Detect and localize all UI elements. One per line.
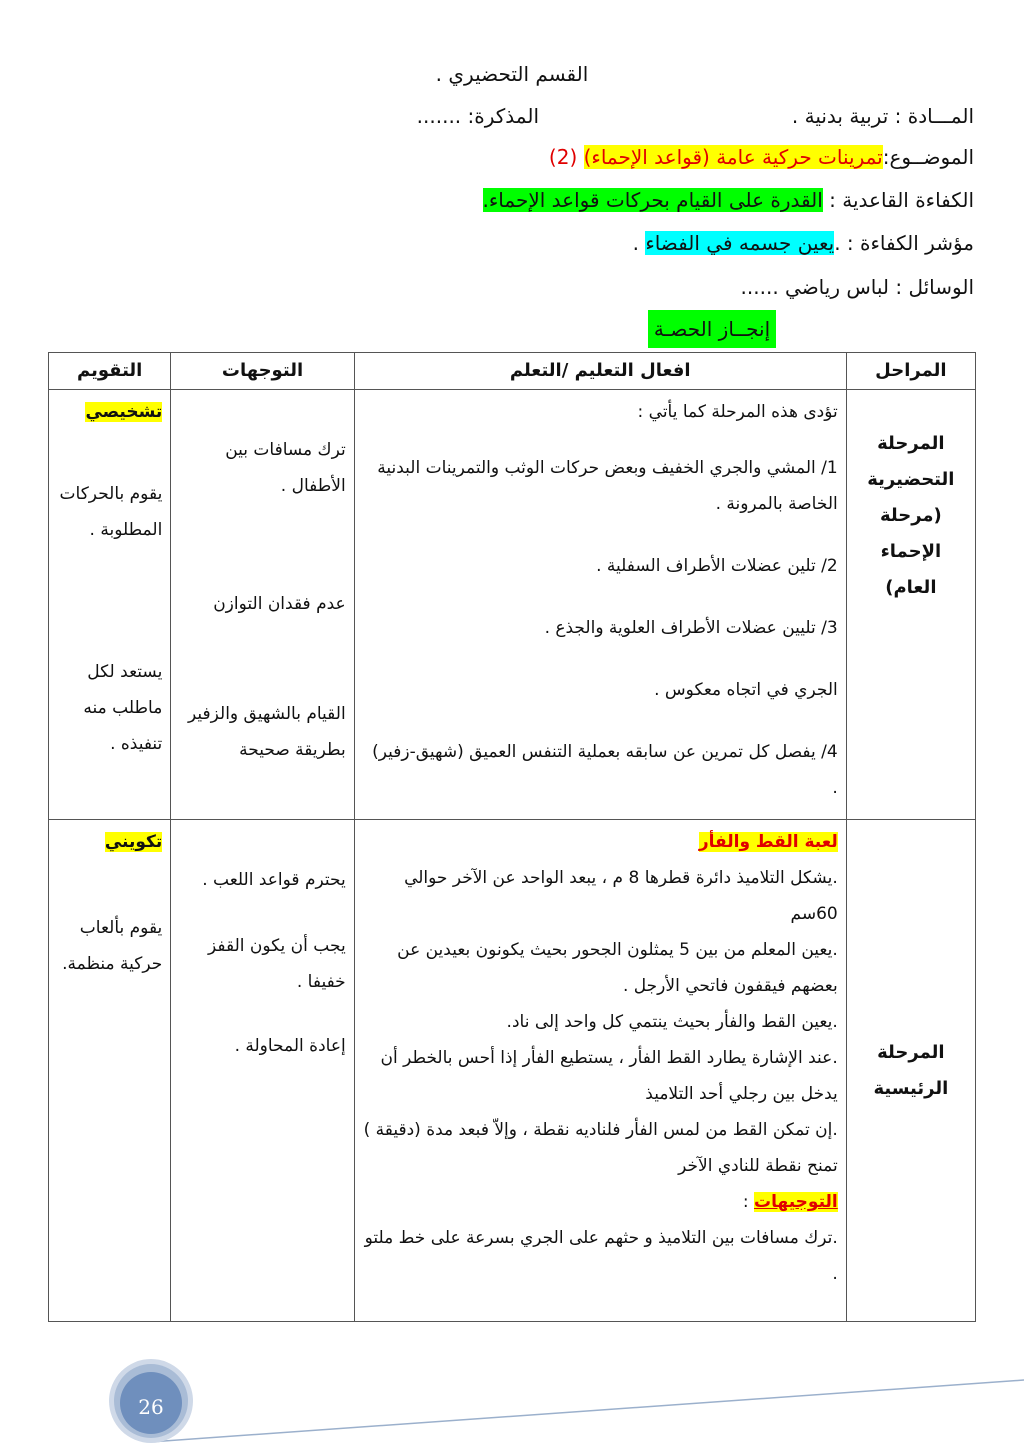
phase-cell	[846, 390, 975, 820]
header-directions: التوجهات	[171, 353, 354, 390]
evaluation-cell	[49, 820, 171, 1322]
page-number: 26	[138, 1395, 164, 1419]
phase-line: (مرحلة	[879, 505, 942, 526]
activity-item: .ترك مسافات بين التلاميذ و حثهم على الجري بسرعة على خط ملتو .	[364, 1228, 838, 1284]
phase-line: المرحلة	[877, 1041, 945, 1063]
directions-title: التوجيهات	[754, 1192, 838, 1212]
phase-cell	[846, 820, 975, 1322]
phase-line: الرئيسية	[873, 1077, 949, 1099]
indicator-value: يعين جسمه في الفضاء	[645, 231, 835, 255]
topic-value: تمرينات حركية عامة (قواعد الإحماء)	[583, 145, 883, 169]
activity-item: .يعين القط والفأر بحيث ينتمي كل واحد إلى ناد.	[506, 1012, 838, 1032]
activity-item: 1/ المشي والجري الخفيف وبعض حركات الوثب والتمرينات البدنية الخاصة بالمرونة .	[377, 458, 838, 514]
topic-number: (2)	[548, 145, 578, 169]
competence-line	[483, 188, 974, 212]
tools-line: الوسائل : لباس رياضي ......	[740, 275, 974, 299]
footer-decoration	[150, 1378, 1024, 1448]
activity-cell	[354, 390, 846, 820]
table-row	[49, 390, 976, 820]
evaluation-item: يستعد لكل ماطلب منه تنفيذه .	[83, 662, 163, 754]
header-evaluation: التقويم	[49, 353, 171, 390]
indicator-label: مؤشر الكفاءة : .	[834, 231, 974, 255]
table-header-row	[49, 353, 976, 390]
subject-line: المـــادة : تربية بدنية .	[791, 104, 974, 128]
direction-item: عدم فقدان التوازن	[213, 594, 346, 614]
topic-line	[549, 145, 974, 169]
activity-item: .عند الإشارة يطارد القط الفأر ، يستطيع الفأر إذا أحس بالخطر أن يدخل بين رجلي أحد التلاميذ	[380, 1048, 838, 1104]
indicator-line	[633, 231, 974, 255]
activity-item: الجري في اتجاه معكوس .	[654, 680, 838, 700]
competence-label: الكفاءة القاعدية :	[829, 188, 974, 212]
direction-item: ترك مسافات بين الأطفال .	[225, 440, 346, 496]
section-title: القسم التحضيري .	[435, 62, 589, 86]
lesson-banner: إنجــاز الحصـة	[648, 310, 776, 348]
direction-item: يحترم قواعد اللعب .	[202, 870, 346, 890]
activity-item: .يعين المعلم من بين 5 يمثلون الجحور بحيث يكونون بعيدين عن بعضهم فيقفون فاتحي الأرجل .	[397, 940, 838, 996]
table-row	[49, 820, 976, 1322]
indicator-end: .	[632, 231, 646, 255]
direction-item: يجب أن يكون القفز خفيفا .	[208, 936, 346, 992]
activity-item: .إن تمكن القط من لمس الفأر فلناديه نقطة ، وإلاّ فبعد مدة (دقيقة ) تمنح نقطة للنادي الآخر	[363, 1120, 838, 1176]
memo-line: المذكرة: .......	[416, 104, 539, 128]
topic-label: الموضــوع:	[882, 145, 974, 169]
directions-cell	[171, 820, 354, 1322]
activity-item: 4/ يفصل كل تمرين عن سابقه بعملية التنفس العميق (شهيق-زفير) .	[372, 742, 838, 798]
page-number-badge	[108, 1358, 194, 1444]
lesson-table	[48, 352, 976, 1322]
game-title: لعبة القط والفأر	[698, 832, 838, 852]
directions-heading	[363, 1184, 838, 1220]
phase-line: التحضيرية	[867, 469, 955, 490]
competence-value: القدرة على القيام بحركات قواعد الإحماء.	[482, 188, 823, 212]
directions-cell	[171, 390, 354, 820]
directions-colon: :	[742, 1192, 755, 1212]
direction-item: إعادة المحاولة .	[234, 1036, 346, 1056]
activity-item: 2/ تلين عضلات الأطراف السفلية .	[596, 556, 838, 576]
phase-line: المرحلة	[877, 433, 945, 454]
phase-line: الإحماء العام)	[880, 541, 942, 598]
evaluation-item: يقوم بألعاب حركية منظمة.	[62, 918, 163, 974]
activity-item: 3/ تليين عضلات الأطراف العلوية والجذع .	[544, 618, 838, 638]
header-phases: المراحل	[846, 353, 975, 390]
evaluation-label: تكويني	[104, 832, 163, 852]
activity-intro: تؤدى هذه المرحلة كما يأتي :	[637, 402, 838, 422]
header-activities: افعال التعليم /التعلم	[354, 353, 846, 390]
activity-cell	[354, 820, 846, 1322]
evaluation-item: يقوم بالحركات المطلوبة .	[59, 484, 163, 540]
evaluation-label: تشخيصي	[85, 402, 163, 422]
activity-item: .يشكل التلاميذ دائرة قطرها 8 م ، يبعد الواحد عن الآخر حوالي 60سم	[404, 868, 838, 924]
evaluation-cell	[49, 390, 171, 820]
direction-item: القيام بالشهيق والزفير بطريقة صحيحة	[188, 704, 346, 760]
